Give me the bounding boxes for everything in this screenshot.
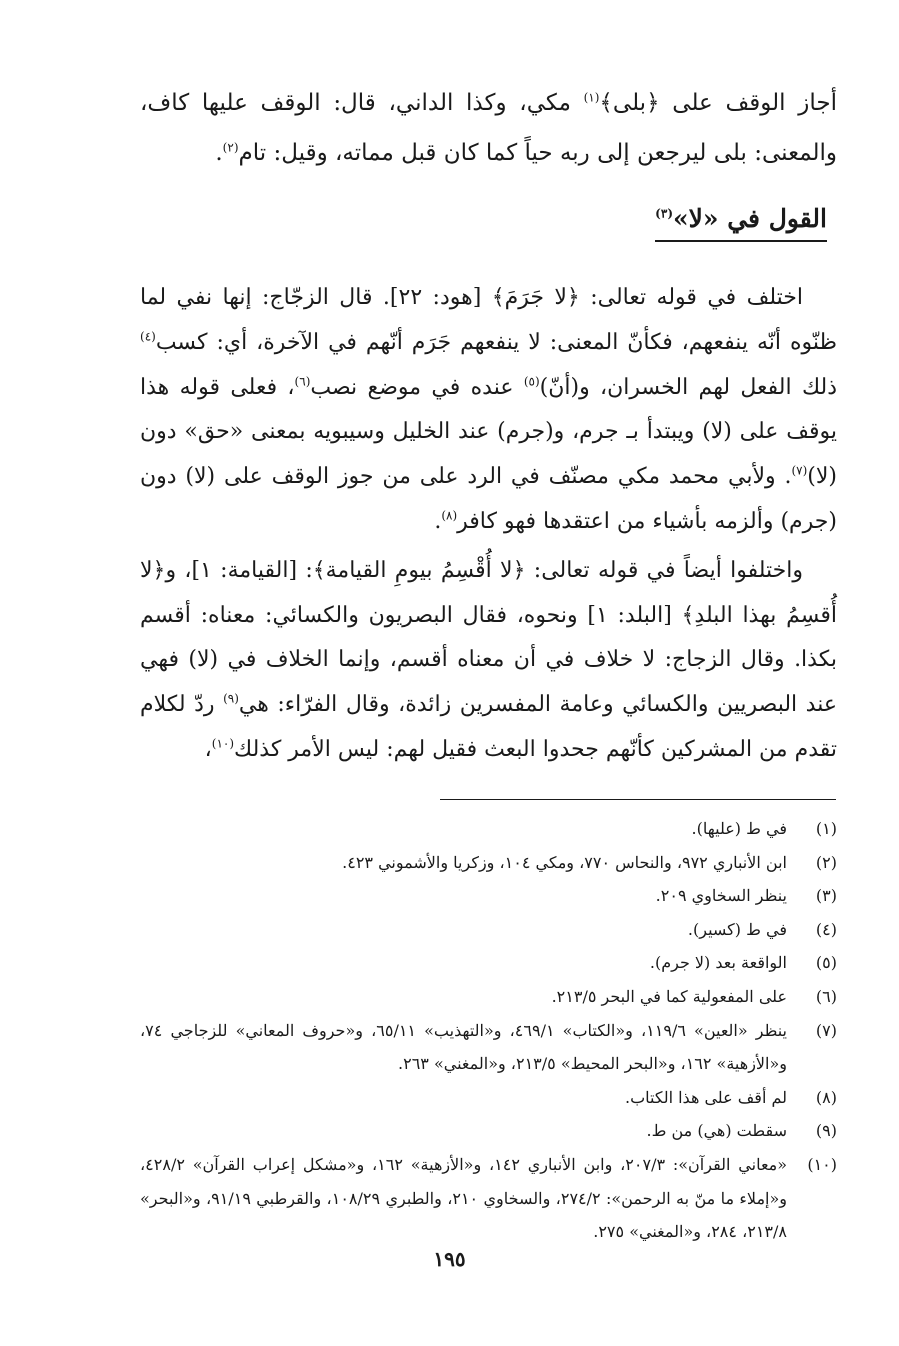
footnote-item bbox=[140, 946, 837, 980]
footnote-text: ينظر السخاوي ٢٠٩. bbox=[655, 886, 787, 906]
footnotes-list bbox=[140, 812, 837, 1249]
footnote-text: لم أقف على هذا الكتاب. bbox=[625, 1087, 787, 1107]
footnote-item bbox=[140, 879, 837, 913]
footnote-number: (٦) bbox=[815, 986, 837, 1006]
footnote-item bbox=[140, 980, 837, 1014]
footnote-ref-7[interactable]: (٧) bbox=[791, 463, 808, 478]
footnote-item bbox=[140, 913, 837, 947]
footnote-number: (٨) bbox=[815, 1087, 837, 1107]
intro-text: أجاز الوقف على ﴿بلى﴾ bbox=[599, 90, 837, 116]
paragraph1-part5: . ولأبي محمد مكي مصنّف في الرد على من جوز الوقف على (لا) دون (جرم) وألزمه بأشياء من اعتقدها فهو كافر bbox=[140, 464, 837, 534]
paragraph1-part1: اختلف في قوله تعالى: ﴿لا جَرَمَ﴾ [هود: ٢٢]. قال الزجّاج: إنها نفي لما ظنّوه أنّه ينفعهم، فكأنّ المعنى: لا ينفعهم جَرَم أنّهم في الآخرة، أي: كسب bbox=[140, 285, 837, 355]
footnote-number: (٢) bbox=[815, 852, 837, 872]
paragraph1-part6: . bbox=[434, 508, 442, 534]
footnote-text: في ط (عليها). bbox=[691, 819, 787, 838]
footnote-separator bbox=[440, 799, 836, 800]
body-text bbox=[140, 276, 837, 773]
section-heading-text: القول في «لا» bbox=[673, 204, 827, 233]
footnote-item bbox=[140, 1114, 837, 1148]
paragraph1-part2: ذلك الفعل لهم الخسران، و(أنّ) bbox=[539, 374, 837, 400]
footnote-ref-3[interactable]: (٣) bbox=[655, 206, 673, 221]
footnote-ref-8[interactable]: (٨) bbox=[441, 508, 458, 523]
footnote-text: «معاني القرآن»: ٢٠٧/٣، وابن الأنباري ١٤٢، و«الأزهية» ١٦٢، و«مشكل إعراب القرآن» ٤٢٨/٢، و«إملاء ما منّ به الرحمن»: ٢٧٤/٢، والسخاوي ٢١٠، والطبري ١٠٨/٢٩، والقرطبي ٩١/١٩، و«البحر» ٢١٣/٨، ٢٨٤، و«المغني» ٢٧٥. bbox=[140, 1154, 788, 1242]
footnote-text: ابن الأنباري ٩٧٢، والنحاس ٧٧٠، ومكي ١٠٤، وزكريا والأشموني ٤٢٣. bbox=[342, 852, 787, 872]
footnote-ref-5[interactable]: (٥) bbox=[523, 374, 540, 389]
footnote-text: الواقعة بعد (لا جرم). bbox=[649, 953, 787, 973]
paragraph2-part1: واختلفوا أيضاً في قوله تعالى: ﴿لا أُقْسِمُ بيومِ القيامة﴾: [القيامة: ١]، و﴿لا أُقسِمُ بهذا البلدِ﴾ [البلد: ١] ونحوه، فقال البصريون والكسائي: معناه: أقسم بكذا. وقال الزجاج: لا خلاف في أن معناه أقسم، وإنما الخلاف في (لا) فهي عند البصريين والكسائي وعامة المفسرين زائدة، وقال الفرّاء: هي bbox=[140, 557, 837, 718]
footnote-number: (٣) bbox=[815, 886, 837, 906]
footnote-item bbox=[140, 1081, 837, 1115]
footnote-text: ينظر «العين» ١١٩/٦، و«الكتاب» ٤٦٩/١، و«التهذيب» ٦٥/١١، و«حروف المعاني» للزجاجي ٧٤، و«الأزهية» ١٦٢، و«البحر المحيط» ٢١٣/٥، و«المغني» ٢٦٣. bbox=[140, 1020, 788, 1074]
section-heading bbox=[655, 202, 827, 242]
footnote-ref-10[interactable]: (١٠) bbox=[211, 736, 235, 751]
page-number: ١٩٥ bbox=[433, 1247, 466, 1271]
paragraph2-part3: ، bbox=[204, 736, 212, 762]
footnote-number: (٥) bbox=[815, 953, 837, 973]
intro-text-continued: مكي، وكذا الداني، قال: الوقف عليها كاف، والمعنى: بلى ليرجعن إلى ربه حياً كما كان قبل مماته، وقيل: تام bbox=[140, 90, 837, 166]
footnote-ref-4[interactable]: (٤) bbox=[140, 329, 156, 344]
footnote-item bbox=[140, 812, 837, 846]
paragraph1-part3: عنده في موضع نصب bbox=[310, 374, 524, 400]
footnote-text: على المفعولية كما في البحر ٢١٣/٥. bbox=[551, 986, 787, 1006]
paragraph-la-uqsimu bbox=[140, 549, 837, 773]
paragraph-la-jarama bbox=[140, 276, 837, 545]
paragraph2-part2: ردّ لكلام تقدم من المشركين كأنّهم جحدوا البعث فقيل لهم: ليس الأمر كذلك bbox=[140, 692, 837, 762]
footnote-text: سقطت (هي) من ط. bbox=[646, 1121, 787, 1141]
footnote-number: (٩) bbox=[815, 1121, 837, 1141]
footnote-item bbox=[140, 1148, 837, 1249]
paragraph1-part4: ، فعلى قوله هذا يوقف على (لا) ويبتدأ بـ جرم، و(جرم) عند الخليل وسيبويه بمعنى «حق» دون (لا) bbox=[140, 374, 837, 490]
footnote-item bbox=[140, 1014, 837, 1081]
footnote-number: (٧) bbox=[815, 1020, 837, 1040]
section-heading-wrap bbox=[655, 202, 827, 242]
footnote-item bbox=[140, 846, 837, 880]
footnote-text: في ط (كسير). bbox=[687, 919, 787, 939]
footnote-ref-2[interactable]: (٢) bbox=[222, 140, 239, 155]
intro-paragraph bbox=[140, 78, 837, 178]
intro-text-end: . bbox=[215, 140, 223, 166]
footnote-ref-9[interactable]: (٩) bbox=[223, 691, 239, 706]
footnote-number: (١٠) bbox=[807, 1154, 837, 1174]
footnote-ref-1[interactable]: (١) bbox=[583, 90, 600, 105]
footnote-number: (١) bbox=[815, 819, 837, 838]
footnote-number: (٤) bbox=[815, 919, 837, 939]
footnote-ref-6[interactable]: (٦) bbox=[294, 374, 311, 389]
